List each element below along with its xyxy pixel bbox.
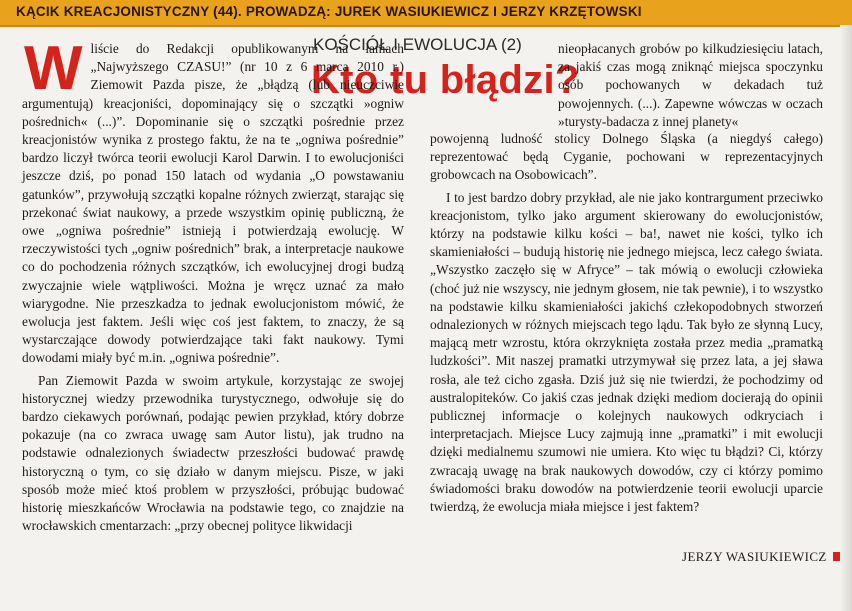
paragraph-4: I to jest bardzo dobry przykład, ale nie jako kontrargument przeciwko kreacjonistom, tylko jako argument skierowany do ewolucjonistów, którzy na podstawie kilku kości – ba!, nawet nie kości, tylko ich skamieniałości – budują historię nie jednego miejsca, lecz całego świata. „Wszystko zaczęło się w Afryce” – tak mówią o ewolucji człowieka (choć już nie wszyscy, nie jednym głosem, nie tak pewnie), i to wszystko na podstawie kilku skamieniałości jakichś człekopodobnych stworzeń odnalezionych w różnych miejscach tego lądu. Tak było ze słynną Lucy, mającą metr wzrostu, która okrzyknięta została przez media „pramatką ludzkości”. Mit naszej pramatki utrzymywał się przez lata, a jej sława rosła, ale też cicho zgasła. Dziś już się nie twierdzi, że pochodzimy od australopiteków. Co jakiś czas jednak dzięki mediom docierają do opinii publicznej informacje o kolejnych naukowych odkryciach i interpretacjach. Miejsce Lucy zajmują inne „pramatki” i mit ewolucji dzięki medialnemu szumowi nie umiera. Kto więc tu błądzi? Ci, którzy zwracają uwagę na brak naukowych dowodów, czy ci którzy pomimo świadomości braku dowodów na potwierdzenie teorii ewolucji uparcie twierdzą, że ewolucja miała miejsce i jest faktem? [430,189,823,515]
column-right-top [558,40,823,131]
column-header-text: KĄCIK KREACJONISTYCZNY (44). PROWADZĄ: JUREK WASIUKIEWICZ I JERZY KRZĘTOWSKI [16,4,642,19]
column-left [22,34,404,535]
paragraph-3-start: nieopłacanych grobów po kilkudziesięciu latach, za jakiś czas mogą zniknąć miejsca spoczynku osób pochowanych w dekadach tuż powojennych. (...). Zapewne wówczas w oczach »turysty-badacza z innej planety« [558,41,823,129]
paragraph-1-text: liście do Redakcji opublikowanym na łamach „Najwyższego CZASU!” (nr 10 z 6 marca 2010 r.) Ziemowit Pazda pisze, że „błądzą (lub nieuczciwie argumentują) kreacjoniści, dopominający się o szczątki »ogniw pośrednich« (...)”. Dopominanie się o szczątki pośrednie przez kreacjonistów wynika z prostego faktu, że na te „ogniwa pośrednie” bardzo liczył twórca teorii ewolucji Karol Darwin. I to ewolucjoniści jeszcze dziś, po ponad 150 latach od wydania „O powstawaniu gatunków”, przywołują szczątki kopalne różnych zwierząt, starając się przekonać świat naukowy, a przede wszystkim opinię publiczną, że owe „ogniwa pośrednie” istnieją i potwierdzają ewolucję. W rzeczywistości tych „ogniw pośrednich” brak, a interpretacje naukowe co do pochodzenia różnych szczątków, ich ewolucyjnej drogi budzą zwyczajnie wiele wątpliwości. Można je wręcz uznać za mało wiarygodne. Nie przeszkadza to jednak ewolucjonistom mówić, że ewolucja jest faktem. Jeśli więc coś jest faktem, to znaczy, że są wystarczające dowody potwierdzające taki fakt naukowy. Tymi dowodami miały być m.in. „ogniwa pośrednie”. [22,41,404,366]
paragraph-3-continued: powojenną ludność stolicy Dolnego Śląska (a niegdyś całego) reprezentować będą Cyganie, pochowani w reprezentacyjnych grobowcach na Osobowicach”. [430,131,823,183]
paragraph-1 [22,34,404,368]
author-signature [682,549,842,565]
author-name: JERZY WASIUKIEWICZ [682,549,827,564]
column-right [430,130,823,516]
page-fold-shadow [840,25,852,611]
column-header-bar [0,0,852,27]
drop-cap: W [24,34,83,103]
series-label: KOŚCIÓŁ I EWOLUCJA (2) [313,35,522,54]
article-title: Kto tu błądzi? [311,58,580,102]
paragraph-2: Pan Ziemowit Pazda w swoim artykule, korzystając ze swojej historycznej wiedzy przewodnika turystycznego, odwołuje się do bardzo ciekawych porównań, podając pewien przykład, który dobrze pokazuje (na co zwraca uwagę sam Autor listu), jak trudno na podstawie odnalezionych świadectw przeszłości budować prawdę historyczną o tym, co się działo w danym miejscu. Pisze, w jaki sposób może mieć ktoś problem w przyszłości, próbując budować historię mieszkańców Wrocławia na podstawie tego, co znajdzie na wrocławskich cmentarzach: „przy obecnej polityce likwidacji [22,372,404,534]
